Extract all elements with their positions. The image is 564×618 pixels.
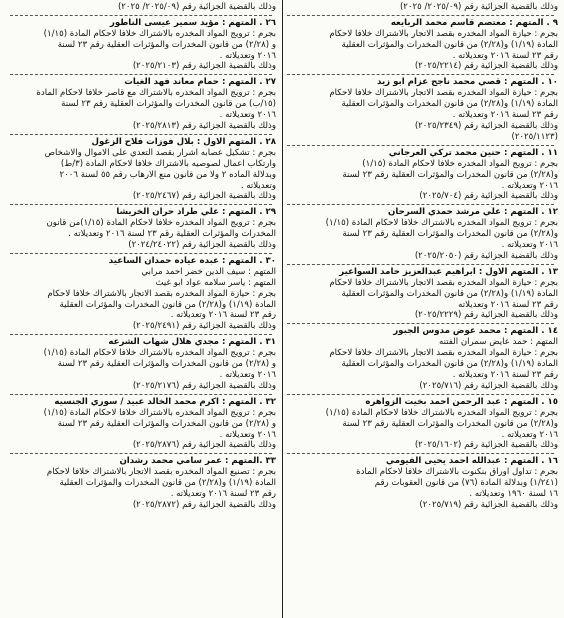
entry-line: رقم ٢٣ لسنة ٢٠١٦ وتعديلاته . [170,489,276,500]
entry-separator [287,264,554,265]
entry-line: وتعديلاته . [240,180,276,191]
case-number: (٢٠٢٥/١١٢٣) [511,131,558,142]
entry-line: وارتكاب اعمال لصوصيه بالاشتراك خلافا لاحكام المادة (٣/ط) [60,158,276,169]
entry-line: المادة (١/١٩) و(٢/٢٨) من قانون المخدرات والمؤثرات العقلية [59,478,276,489]
entry-line: رقم ٢٣ لسنة ٢٠١٦ وتعديلاته . [452,50,558,61]
case-number: وذلك بالقضية الجزائية رقم (٢٠٢٥/٧١٦) [419,380,558,391]
entry-line: رقم ٢٣ لسنة ٢٠١٦ وتعديلاته . [170,310,276,321]
entry-heading: ٣٢ . المتهم : اكرم محمد الخالد عبيد / سوري الجنسيه [54,396,276,407]
entry-separator [10,453,272,454]
entry-line: بجرم : ترويج المواد المخدره بالاشتراك خلافا لاحكام المادة (١/١٥) [43,28,276,39]
entry-line: وبدلالة الماده ٢ ولا من قانون منع الارهاب رقم ٥٥ لسنة ٢٠٠٦ [59,169,276,180]
entry-line: بجرم : تداول اوراق بنكنوت بالاشتراك خلافا لاحكام المادة [356,467,558,478]
entry-line: المخدرات والمؤثرات العقلية رقم ٢٣ لسنة ٢٠١٦ وتعديلاته . [68,229,276,240]
entry-line: بجرم : ترويج المواد المخدره بالاشتراك خلافا لاحكام المادة (١/١٥) [325,218,558,229]
entry-separator [287,145,554,146]
notice-entry [4,207,278,251]
notice-entry [281,148,560,203]
entry-line: وذلك بالقضية الجزائية رقم (٢٠٢٥/٢٣٤٩) [414,120,558,131]
entry-line: بجرم : حيازة المواد المخدره بقصد الاتجار بالاشتراك خلافا لاحكام [329,348,558,359]
entry-line: بجرم : ترويج المواد المخدره بالاشتراك خلافا لاحكام المادة (١/١٥) [43,348,276,359]
entry-line: رقم ٢٣ لسنة ٢٠١٦ وتعديلاته [458,299,558,310]
case-number: وذلك بالقضية الجزائية رقم (٢٠٢٥/٢٢٢٩) [414,310,558,321]
entry-line: بجرم : حيازة المواد المخدره بقصد الاتجار بالاشتراك خلافا لاحكام [47,288,276,299]
entry-line: ٢٠١٦ وتعديلاته . [501,180,558,191]
entry-line: المتهم : سيف الدين خضر احمد مرابي [141,266,276,277]
entry-separator [10,74,272,75]
entry-line: ٢٠١٦ وتعديلاته . [219,370,276,380]
entry-separator [10,15,272,16]
entry-separator [287,74,554,75]
entry-line: المتهم : حمد عايض سمران الفتنه [438,337,558,348]
notice-entry [281,207,560,262]
notice-entry [4,137,278,202]
entry-heading: ٣٠ . المتهم : عبده عياده حمدان الساعيد [108,255,276,266]
notice-entry [4,397,278,452]
entry-line: (١/٢٤١) وبدلالة المادة (٧٦) من قانون العقوبات رقم [374,478,558,489]
entry-line: و (٢/٢٨) من قانون المخدرات والمؤثرات العقلية رقم ٢٣ لسنة [57,39,276,50]
entry-heading: ٣٣ .المتهم : عمر سامي محمد رشدان [119,456,276,467]
entry-line: المادة (١/١٩) و(٢/٢٨) من قانون المخدرات والمؤثرات العقلية [341,288,558,299]
case-number: وذلك بالقضية الجزائية رقم (٢٠٢٥/٠٩/ ٢٠٢٥) [117,1,276,12]
entry-line: ٢٠١٦ وتعديلاته . [219,50,276,61]
entry-heading: ٢٨ . المتهم الاول : بلال فوزات فلاح الزغول [91,136,276,147]
case-number: وذلك بالقضية الجزائية رقم (٢٠٢٥/٢٢١٤) [414,61,558,72]
entry-separator [287,453,554,454]
entry-separator [10,204,272,205]
entry-line: ٢٠١٦ وتعديلاته . [501,429,558,440]
entry-heading: ٣١ . المتهم : مجدي هلال شهاب الشرعه [108,337,276,348]
notice-entry [4,77,278,132]
case-number: وذلك بالقضية الجزائية رقم (٢٠٢٥/٢١٧٦) [132,380,276,391]
entry-heading: ١١ . المتهم : حنين محمد تركي العرجاني [388,147,558,158]
left-column [4,0,278,618]
notice-entry [4,18,278,73]
case-number: وذلك بالقضية الجزائية رقم (٢٠٢٤/٢٤٠٢٢) [128,240,276,251]
case-number: وذلك بالقضية الجزائية رقم (٢٠٢٥/٢٨٧٢) [132,499,276,510]
entry-line: المادة (١/١٩) و(٢/٢٨) من قانون المخدرات والمؤثرات العقلية [341,99,558,110]
entry-line: و(٢/٢٨) من قانون المخدرات والمؤثرات العقلية رقم ٢٣ لسنة [342,418,558,429]
entry-line: المادة (١/١٩) و(٢/٢٨) من قانون المخدرات والمؤثرات العقلية [59,299,276,310]
entry-line: بجرم : تصنيع المواد المخدره بقصد الاتجار بالاشتراك خلافا لاحكام [46,467,276,478]
case-number: وذلك بالقضية الجزائية رقم (٢٠٢٥/٧١٩) [419,499,558,510]
entry-heading: ٢٧ . المتهم : حمام معاند فهد الغيات [124,77,276,88]
entry-heading: ٢٦ . المتهم : مؤيد سمير عيسى الناطور [109,17,276,28]
notice-entry [281,18,560,73]
case-number: وذلك بالقضية الجزائية رقم (٢٠٢٥/٢١٠٣) [132,61,276,72]
entry-line: و(٢/٢٨) من قانون المخدرات والمؤثرات العقلية رقم ٢٣ لسنة [342,169,558,180]
notice-entry [281,397,560,452]
case-number: وذلك بالقضية الجزائية رقم (٢٠٢٥/١٦٠٢) [414,440,558,451]
entry-separator [287,394,554,395]
notice-entry [4,456,278,511]
case-number: وذلك بالقضية الجزائية رقم (٢٠٢٥/٠٩/ ٢٠٢٥) [399,1,558,12]
notice-entry [4,256,278,332]
entry-line: و(٢/٢٨) من قانون المخدرات والمؤثرات العقلية رقم ٢٣ لسنة [342,229,558,240]
entry-line: و (٢/٢٨) من قانون المخدرات والمؤثرات العقلية رقم ٢٣ لسنة [57,418,276,429]
entry-line: بجرم : ترويج المواد المخدره خلافا لاحكام المادة (١/١٥) [362,158,558,169]
case-number: وذلك بالقضية الجزائية رقم (٢٠٢٥/٢٤٩١) [132,321,276,332]
entry-separator [10,334,272,335]
entry-line: رقم ٢٣ لسنة ٢٠١٦ وتعديلاته . [452,110,558,121]
notice-entry [281,77,560,142]
entry-line: المادة (١/١٩) و(٢/٢٨) من قانون المخدرات والمؤثرات العقلية [341,39,558,50]
notice-entry [4,0,278,13]
case-number: وذلك بالقضية الجزائية رقم (٢٠٢٥/٢٠٥٠) [414,250,558,261]
entry-line: (١٥/ب) من قانون المخدرات والمؤثرات العقلية رقم ٢٣ لسنة [61,99,276,110]
entry-heading: ٩ . المتهم : معتصم قاسم محمد الربايعه [390,17,558,28]
entry-line: بجرم : حيازة المواد المخدره بقصد الاتجار بالاشتراك خلافا لاحكام [329,28,558,39]
entry-line: بجرم : تشكيل عصابه اشرار بقصد التعدي على الاموال والاشخاص [44,147,276,158]
entry-heading: ١٠ . المتهم : قصي محمد ناجح عزام ابو زيد [376,77,558,88]
notice-entry [281,456,560,511]
notice-entry [281,326,560,391]
entry-line: ٢٠١٦ وتعديلاته . [501,240,558,251]
entry-heading: ١٦ . المتهم : عبدالله احمد يحيى الفيومي [386,456,558,467]
entry-line: و (٢/٢٨) من قانون المخدرات والمؤثرات العقلية رقم ٢٣ لسنة [57,359,276,370]
entry-line: المتهم : ياسر سلامه عواد ابو غيث [155,277,276,288]
entry-separator [287,204,554,205]
case-number: وذلك بالقضية الجزائية رقم (٢٠٢٥/٧٠٤) [419,191,558,202]
entry-line: بجرم : ترويج المواد المخدره بالاشتراك خلافا لاحكام المادة (١/١٥) [43,407,276,418]
entry-line: رقم ٢٣ لسنة ٢٠١٦ وتعديلاته . [452,370,558,380]
entry-separator [10,253,272,254]
notice-entry [281,267,560,322]
column-divider [282,0,283,618]
entry-heading: ٢٩ . المتهم : علي طراد حران الخريشا [116,207,276,218]
notice-entry [4,337,278,392]
entry-separator [287,323,554,324]
case-number: وذلك بالقضية الجزائية رقم (٢٠٢٥/٢٤٦٧) [132,191,276,202]
entry-line: ٢٠١٦ وتعديلاته . [219,429,276,440]
notice-entry [281,0,560,13]
case-number: وذلك بالقضية الجزائية رقم (٢٠٢٥/٢٨٧٦) [132,440,276,451]
entry-line: بجرم : ترويج المواد المخدره بالاشتراك مع قاصر خلافا لاحكام المادة [36,88,276,99]
entry-line: المادة (١/١٩) و(٢/٢٨) من قانون المخدرات والمؤثرات العقلية [341,359,558,370]
right-column [281,0,560,618]
entry-heading: ١٤ . المتهم : محمد عوض مدوس الجبور [393,326,558,337]
entry-line: ١٦ لسنة ١٩٦٠ وتعديلاته . [469,489,558,500]
entry-line: بجرم : ترويج المواد المخدره بالاشتراك خلافا لاحكام المادة (١/١٥) [325,407,558,418]
entry-line: ٢٠١٦ وتعديلاته . [219,110,276,121]
entry-line: بجرم : حيازة المواد المخدره بقصد الاتجار بالاشتراك خلافا لاحكام [329,88,558,99]
entry-heading: ١٥ . المتهم : عبد الرحمن احمد بخيت الزواهره [365,396,558,407]
entry-heading: ١٣ . المتهم الاول : ابراهيم عبدالعزيز حامد السواعير [339,266,558,277]
entry-separator [10,394,272,395]
entry-separator [10,134,272,135]
entry-line: بجرم : حيازة المواد المخدره بقصد الاتجار بالاشتراك خلافا لاحكام [329,277,558,288]
entry-heading: ١٢ . المتهم : علي مرشد حمدي السرحان [388,207,558,218]
case-number: وذلك بالقضية الجزائية رقم (٢٠٢٥/٢٨١٣) [132,120,276,131]
entry-separator [287,15,554,16]
entry-line: بجرم : ترويج المواد المخدره خلافا لاحكام المادة (١/١٥)من قانون [46,218,276,229]
